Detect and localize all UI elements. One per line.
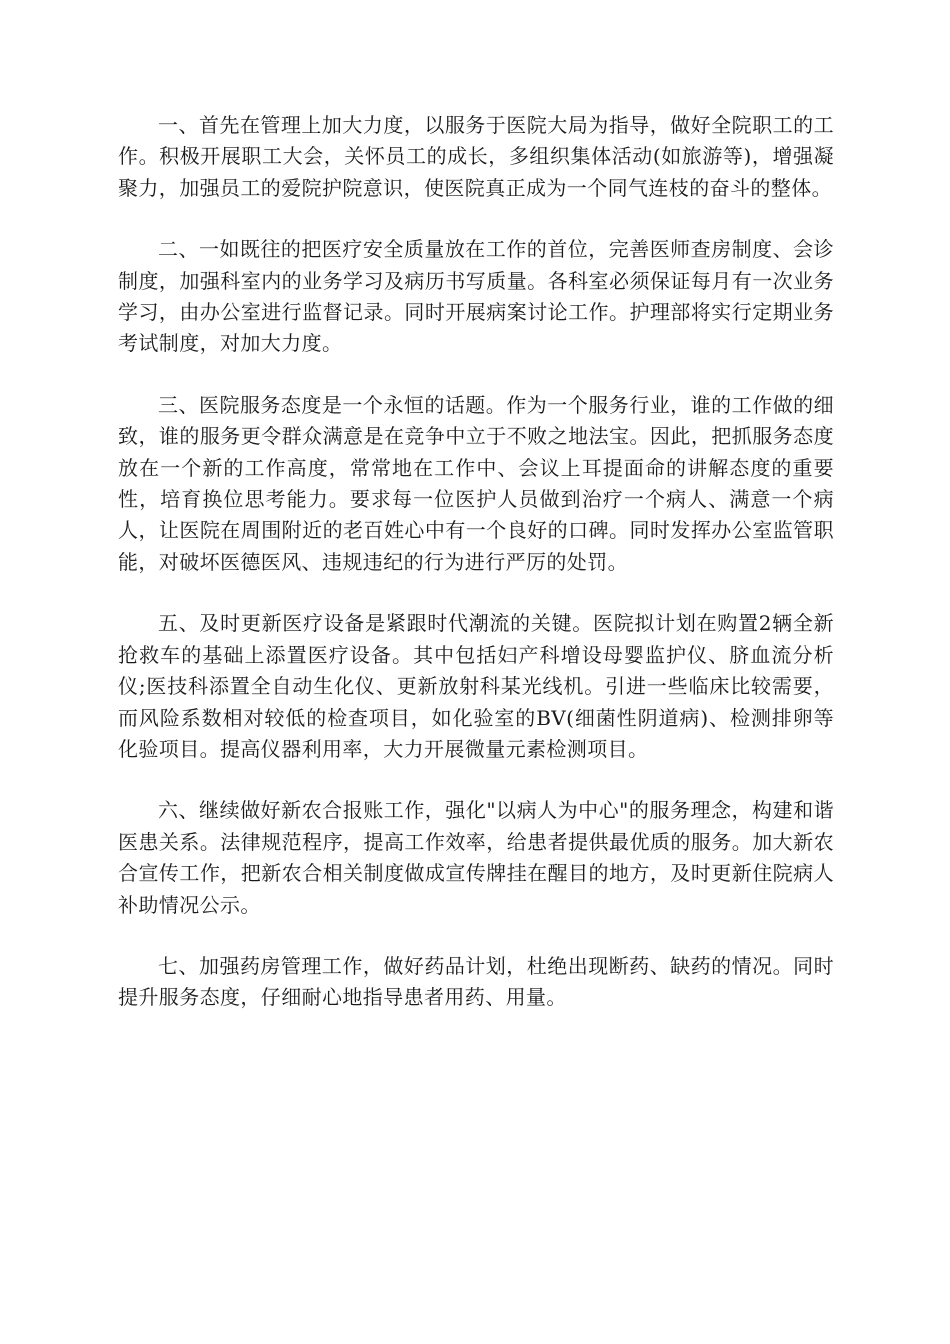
document-body: [118, 110, 834, 1044]
paragraph-7: 七、加强药房管理工作，做好药品计划，杜绝出现断药、缺药的情况。同时提升服务态度，仔细耐心地指导患者用药、用量。: [118, 953, 834, 1010]
paragraph-2: 二、一如既往的把医疗安全质量放在工作的首位，完善医师查房制度、会诊制度，加强科室内的业务学习及病历书写质量。各科室必须保证每月有一次业务学习，由办公室进行监督记录。同时开展病案讨论工作。护理部将实行定期业务考试制度，对加大力度。: [118, 237, 834, 356]
paragraph-5: 五、及时更新医疗设备是紧跟时代潮流的关键。医院拟计划在购置2辆全新抢救车的基础上添置医疗设备。其中包括妇产科增设母婴监护仪、脐血流分析仪;医技科添置全自动生化仪、更新放射科某光线机。引进一些临床比较需要，而风险系数相对较低的检查项目，如化验室的BV(细菌性阴道病)、检测排卵等化验项目。提高仪器利用率，大力开展微量元素检测项目。: [118, 611, 834, 761]
paragraph-1: 一、首先在管理上加大力度，以服务于医院大局为指导，做好全院职工的工作。积极开展职工大会，关怀员工的成长，多组织集体活动(如旅游等)，增强凝聚力，加强员工的爱院护院意识，使医院真正成为一个同气连枝的奋斗的整体。: [118, 113, 834, 200]
paragraph-6: 六、继续做好新农合报账工作，强化"以病人为中心"的服务理念，构建和谐医患关系。法律规范程序，提高工作效率，给患者提供最优质的服务。加大新农合宣传工作，把新农合相关制度做成宣传牌挂在醒目的地方，及时更新住院病人补助情况公示。: [118, 798, 834, 917]
paragraph-3: 三、医院服务态度是一个永恒的话题。作为一个服务行业，谁的工作做的细致，谁的服务更令群众满意是在竞争中立于不败之地法宝。因此，把抓服务态度放在一个新的工作高度，常常地在工作中、会议上耳提面命的讲解态度的重要性，培育换位思考能力。要求每一位医护人员做到治疗一个病人、满意一个病人，让医院在周围附近的老百姓心中有一个良好的口碑。同时发挥办公室监管职能，对破坏医德医风、违规违纪的行为进行严厉的处罚。: [118, 392, 834, 574]
